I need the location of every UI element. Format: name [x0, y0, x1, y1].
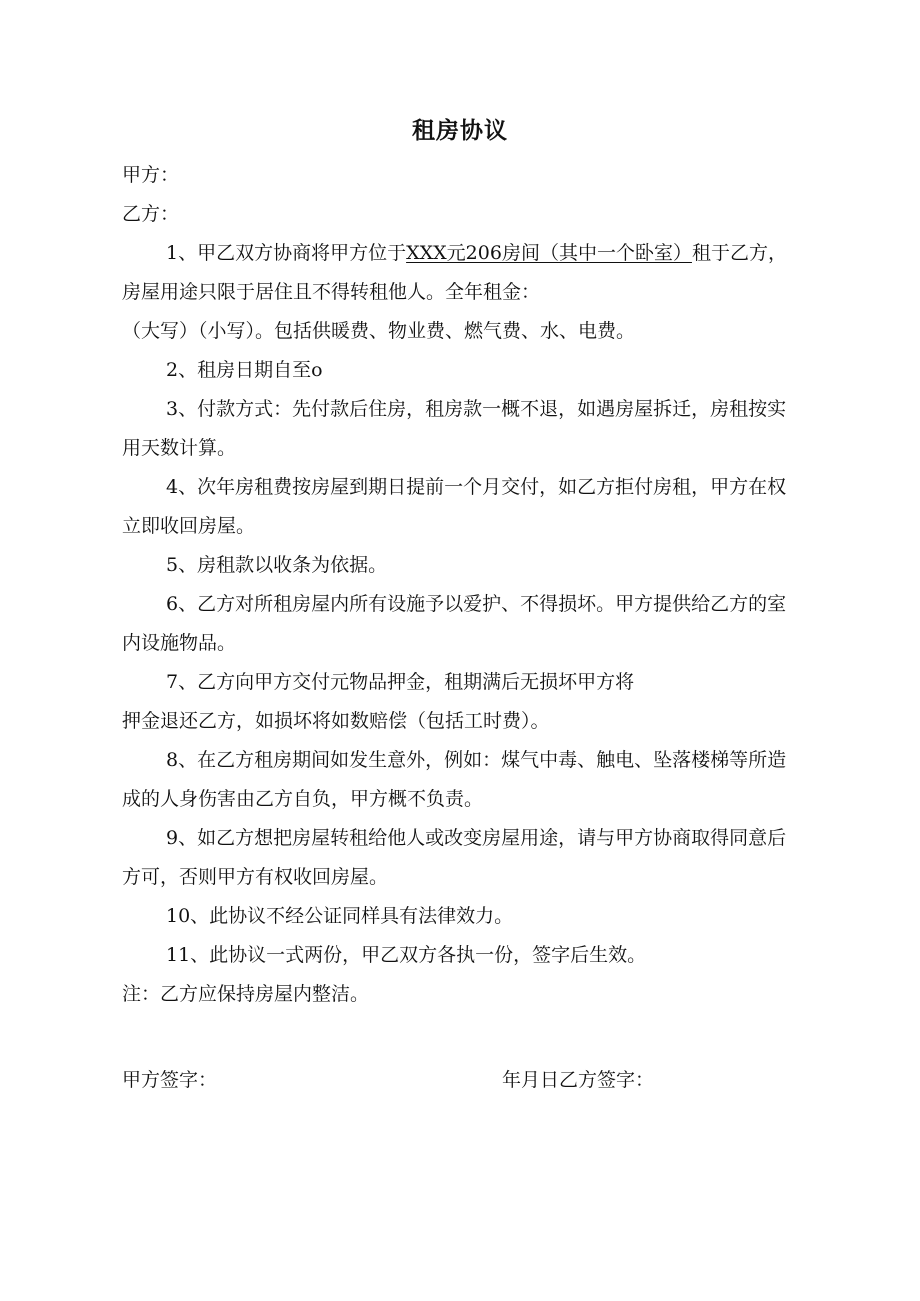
- clause-1: [122, 234, 802, 312]
- clause-2: 2、租房日期自至o: [166, 359, 323, 381]
- date-party-b-signature-label: 年月日乙方签字：: [502, 1069, 655, 1091]
- party-a-line: 甲方：: [122, 164, 180, 186]
- clause-1-text-after: 租于乙方，房屋用途只限于居住且不得转租他人。全年租金：: [122, 242, 787, 303]
- clause-7-line-2: 押金退还乙方，如损坏将如数赔偿（包括工时费）。: [122, 710, 550, 732]
- clause-4: 4、次年房租费按房屋到期日提前一个月交付，如乙方拒付房租，甲方在权立即收回房屋。: [122, 476, 787, 537]
- note-line: 注：乙方应保持房屋内整洁。: [122, 983, 370, 1005]
- clause-5: 5、房租款以收条为依据。: [166, 554, 388, 576]
- clause-1-location: XXX元206房间（其中一个卧室）: [406, 242, 692, 264]
- agreement-body: [122, 156, 802, 1014]
- clause-6: 6、乙方对所租房屋内所有设施予以爱护、不得损坏。甲方提供给乙方的室内设施物品。: [122, 593, 787, 654]
- clause-8: 8、在乙方租房期间如发生意外，例如：煤气中毒、触电、坠落楼梯等所造成的人身伤害由乙方自负，甲方概不负责。: [122, 749, 787, 810]
- clause-1-text-before: 1、甲乙双方协商将甲方位于: [166, 242, 407, 264]
- party-b-line: 乙方：: [122, 203, 180, 225]
- clause-11: 11、此协议一式两份，甲乙双方各执一份，签字后生效。: [166, 944, 647, 966]
- clause-3: 3、付款方式：先付款后住房，租房款一概不退，如遇房屋拆迁，房租按实用天数计算。: [122, 398, 787, 459]
- clause-10: 10、此协议不经公证同样具有法律效力。: [166, 905, 514, 927]
- clause-1-rent-line: （大写）（小写）。包括供暖费、物业费、燃气费、水、电费。: [122, 320, 636, 342]
- party-a-signature-label: 甲方签字：: [122, 1069, 218, 1091]
- clause-7-line-1: 7、乙方向甲方交付元物品押金，租期满后无损坏甲方将: [166, 671, 635, 693]
- clause-9: 9、如乙方想把房屋转租给他人或改变房屋用途，请与甲方协商取得同意后方可，否则甲方有权收回房屋。: [122, 827, 787, 888]
- document-title: 租房协议: [412, 118, 508, 144]
